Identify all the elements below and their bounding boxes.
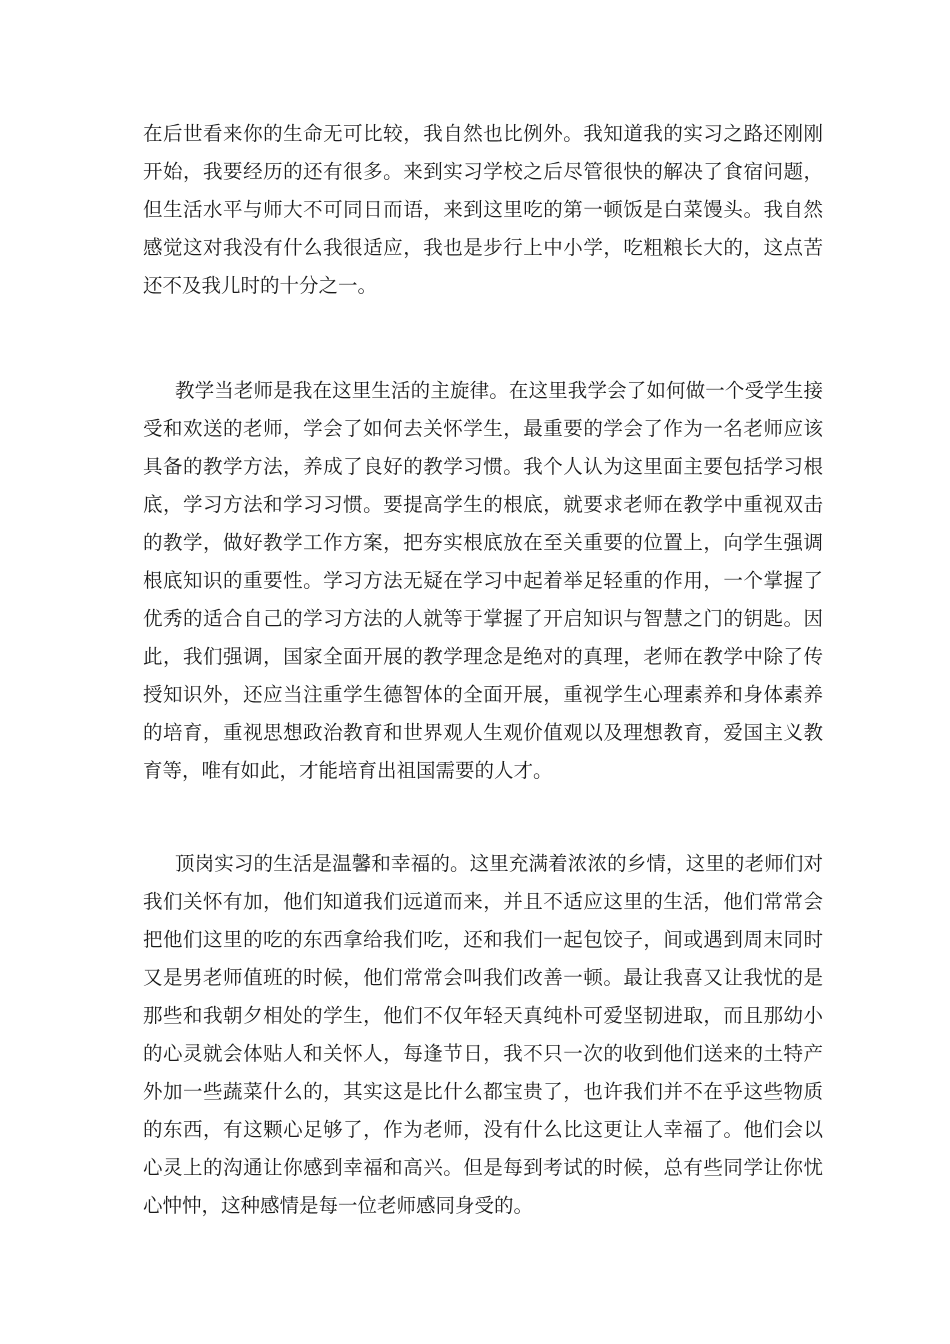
paragraph-2-line-4: 底，学习方法和学习习惯。要提高学生的根底，就要求老师在教学中重视双击 bbox=[143, 493, 823, 516]
paragraph-2-line-11: 育等，唯有如此，才能培育出祖国需要的人才。 bbox=[143, 759, 553, 782]
paragraph-2-line-5: 的教学，做好教学工作方案，把夯实根底放在至关重要的位置上，向学生强调 bbox=[143, 531, 823, 554]
paragraph-3-line-10: 心忡忡，这种感情是每一位老师感同身受的。 bbox=[143, 1194, 534, 1217]
paragraph-2-line-6: 根底知识的重要性。学习方法无疑在学习中起着举足轻重的作用，一个掌握了 bbox=[143, 569, 823, 592]
paragraph-2-line-10: 的培育，重视思想政治教育和世界观人生观价值观以及理想教育，爱国主义教 bbox=[143, 721, 823, 744]
paragraph-3-line-4: 又是男老师值班的时候，他们常常会叫我们改善一顿。最让我喜又让我忧的是 bbox=[143, 966, 823, 989]
paragraph-1-line-2: 开始，我要经历的还有很多。来到实习学校之后尽管很快的解决了食宿问题， bbox=[143, 160, 823, 183]
paragraph-2-line-9: 授知识外，还应当注重学生德智体的全面开展，重视学生心理素养和身体素养 bbox=[143, 683, 823, 706]
paragraph-1-line-3: 但生活水平与师大不可同日而语，来到这里吃的第一顿饭是白菜馒头。我自然 bbox=[143, 198, 823, 221]
paragraph-2-line-2: 受和欢送的老师，学会了如何去关怀学生，最重要的学会了作为一名老师应该 bbox=[143, 417, 823, 440]
paragraph-3-line-9: 心灵上的沟通让你感到幸福和高兴。但是每到考试的时候，总有些同学让你忧 bbox=[143, 1156, 823, 1179]
paragraph-1-line-5: 还不及我儿时的十分之一。 bbox=[143, 274, 378, 297]
paragraph-3-line-3: 把他们这里的吃的东西拿给我们吃，还和我们一起包饺子，间或遇到周末同时 bbox=[143, 928, 823, 951]
paragraph-3-line-5: 那些和我朝夕相处的学生，他们不仅年轻天真纯朴可爱坚韧进取，而且那幼小 bbox=[143, 1004, 823, 1027]
paragraph-3-line-2: 我们关怀有加，他们知道我们远道而来，并且不适应这里的生活，他们常常会 bbox=[143, 890, 823, 913]
paragraph-2-line-8: 此，我们强调，国家全面开展的教学理念是绝对的真理，老师在教学中除了传 bbox=[143, 645, 823, 668]
paragraph-2-line-7: 优秀的适合自己的学习方法的人就等于掌握了开启知识与智慧之门的钥匙。因 bbox=[143, 607, 823, 630]
paragraph-1-line-4: 感觉这对我没有什么我很适应，我也是步行上中小学，吃粗粮长大的，这点苦 bbox=[143, 236, 823, 259]
paragraph-3-line-6: 的心灵就会体贴人和关怀人，每逢节日，我不只一次的收到他们送来的土特产 bbox=[143, 1042, 823, 1065]
paragraph-2-line-3: 具备的教学方法，养成了良好的教学习惯。我个人认为这里面主要包括学习根 bbox=[143, 455, 823, 478]
paragraph-3-line-1: 顶岗实习的生活是温馨和幸福的。这里充满着浓浓的乡情，这里的老师们对 bbox=[175, 852, 823, 875]
paragraph-1-line-1: 在后世看来你的生命无可比较，我自然也比例外。我知道我的实习之路还刚刚 bbox=[143, 122, 823, 145]
paragraph-3-line-8: 的东西，有这颗心足够了，作为老师，没有什么比这更让人幸福了。他们会以 bbox=[143, 1118, 823, 1141]
paragraph-3-line-7: 外加一些蔬菜什么的，其实这是比什么都宝贵了，也许我们并不在乎这些物质 bbox=[143, 1080, 823, 1103]
paragraph-2-line-1: 教学当老师是我在这里生活的主旋律。在这里我学会了如何做一个受学生接 bbox=[175, 379, 823, 402]
